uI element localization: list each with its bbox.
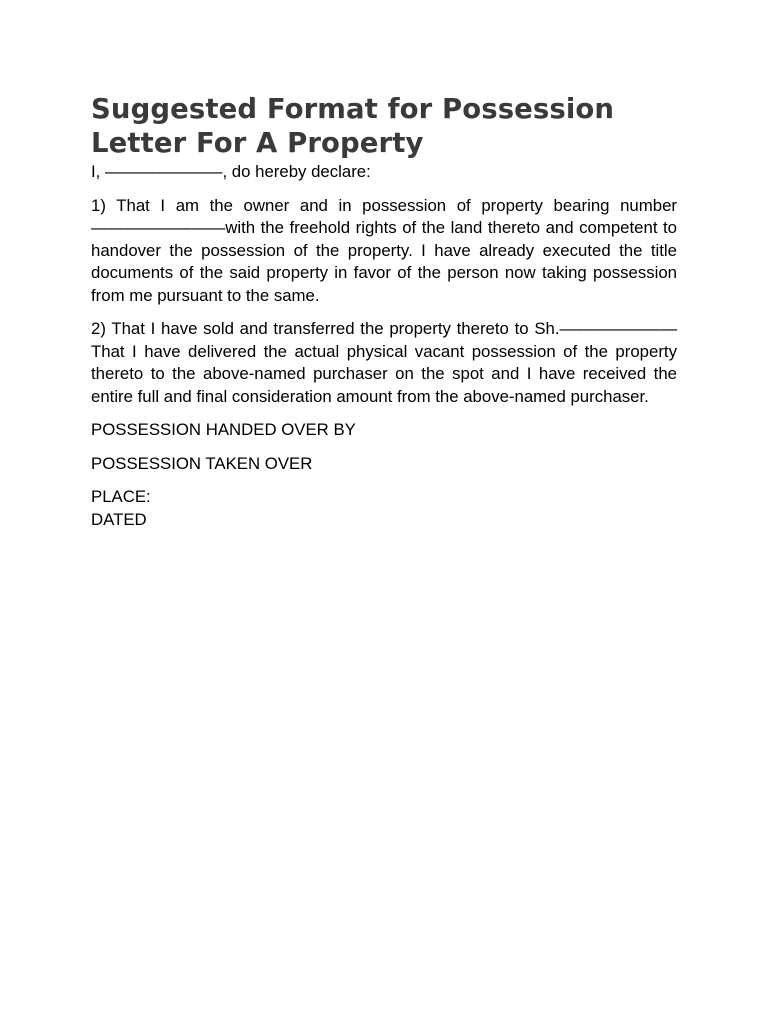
declaration-line: I, ———————, do hereby declare: <box>91 162 371 181</box>
dated-label: DATED <box>91 509 147 529</box>
clause-2-body: That I have delivered the actual physical vacant possession of the property thereto to the above-named purchaser on the spot and I have received the entire full and final consideration amount from the above-named purchaser. <box>91 341 677 406</box>
clause-2 <box>91 318 677 408</box>
place-label: PLACE: <box>91 487 151 506</box>
document-page <box>91 92 677 542</box>
clause-1: 1) That I am the owner and in possession of property bearing number ————————with the freehold rights of the land thereto and competent to handover the possession of the property. I have already executed the title documents of the said property in favor of the person now taking possession from me pursuant to the same. <box>91 195 677 305</box>
place-date-block <box>91 486 677 531</box>
taken-over-label: POSSESSION TAKEN OVER <box>91 453 313 473</box>
document-title: Suggested Format for Possession Letter For A Property <box>91 93 615 159</box>
handed-over-label: POSSESSION HANDED OVER BY <box>91 420 356 439</box>
clause-2-opening: 2) That I have sold and transferred the property thereto to Sh.——————— <box>91 319 677 338</box>
